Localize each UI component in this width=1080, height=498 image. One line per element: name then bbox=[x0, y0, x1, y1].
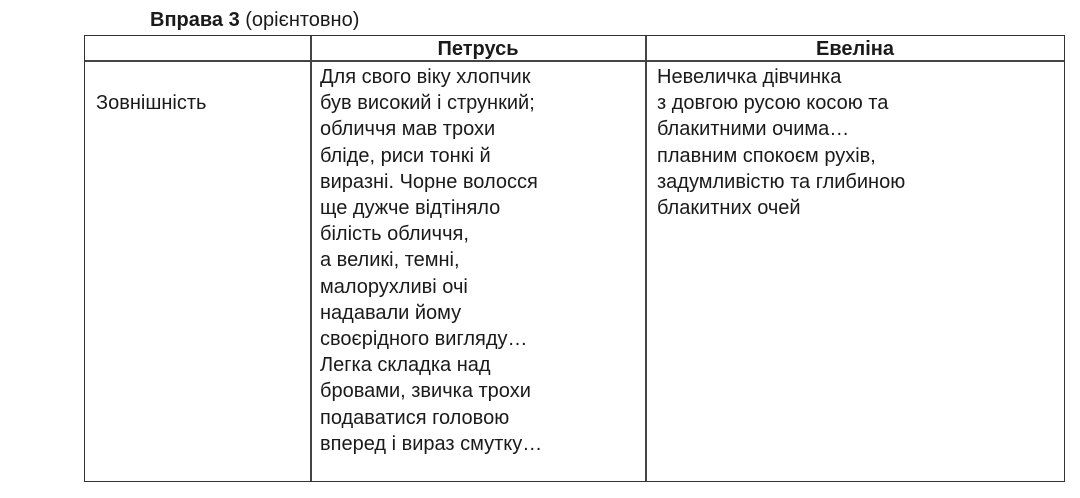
petrus-appearance-cell bbox=[320, 64, 542, 457]
column-divider-1 bbox=[310, 36, 312, 481]
cell-text-line: бровами, звичка трохи bbox=[320, 380, 531, 403]
row-label-appearance: Зовнішність bbox=[96, 92, 207, 114]
cell-text-line: виразні. Чорне волосся bbox=[320, 170, 538, 193]
exercise-title-bold: Вправа 3 bbox=[150, 9, 240, 31]
cell-text-line: Для свого віку хлопчик bbox=[320, 66, 531, 88]
comparison-table bbox=[84, 35, 1065, 482]
header-petrus: Петрусь bbox=[437, 38, 519, 60]
cell-text-line: а великі, темні, bbox=[320, 249, 460, 272]
cell-text-line: подаватися головою bbox=[320, 406, 510, 429]
header-evelina: Евеліна bbox=[816, 38, 894, 60]
cell-text-line: блакитними очима… bbox=[657, 118, 850, 141]
cell-text-line: білість обличчя, bbox=[320, 223, 469, 246]
cell-text-line: бліде, риси тонкі й bbox=[320, 144, 491, 167]
cell-text-line: Невеличка дівчинка bbox=[657, 66, 842, 88]
column-divider-2 bbox=[645, 36, 647, 481]
cell-text-line: блакитних очей bbox=[657, 197, 801, 220]
header-divider bbox=[85, 60, 1064, 62]
cell-text-line: ще дужче відтіняло bbox=[320, 197, 501, 220]
cell-text-line: надавали йому bbox=[320, 301, 462, 324]
exercise-title bbox=[150, 8, 359, 32]
cell-text-line: Легка складка над bbox=[320, 354, 491, 377]
exercise-title-note: (орієнтовно) bbox=[245, 9, 360, 31]
evelina-appearance-cell bbox=[657, 64, 905, 221]
cell-text-line: своєрідного вигляду… bbox=[320, 328, 528, 351]
cell-text-line: плавним спокоєм рухів, bbox=[657, 144, 876, 167]
cell-text-line: обличчя мав трохи bbox=[320, 118, 496, 141]
cell-text-line: вперед і вираз смутку… bbox=[320, 432, 543, 455]
cell-text-line: з довгою русою косою та bbox=[657, 92, 889, 115]
cell-text-line: малорухливі очі bbox=[320, 275, 468, 298]
cell-text-line: задумливістю та глибиною bbox=[657, 170, 906, 193]
cell-text-line: був високий і стрункий; bbox=[320, 92, 535, 115]
